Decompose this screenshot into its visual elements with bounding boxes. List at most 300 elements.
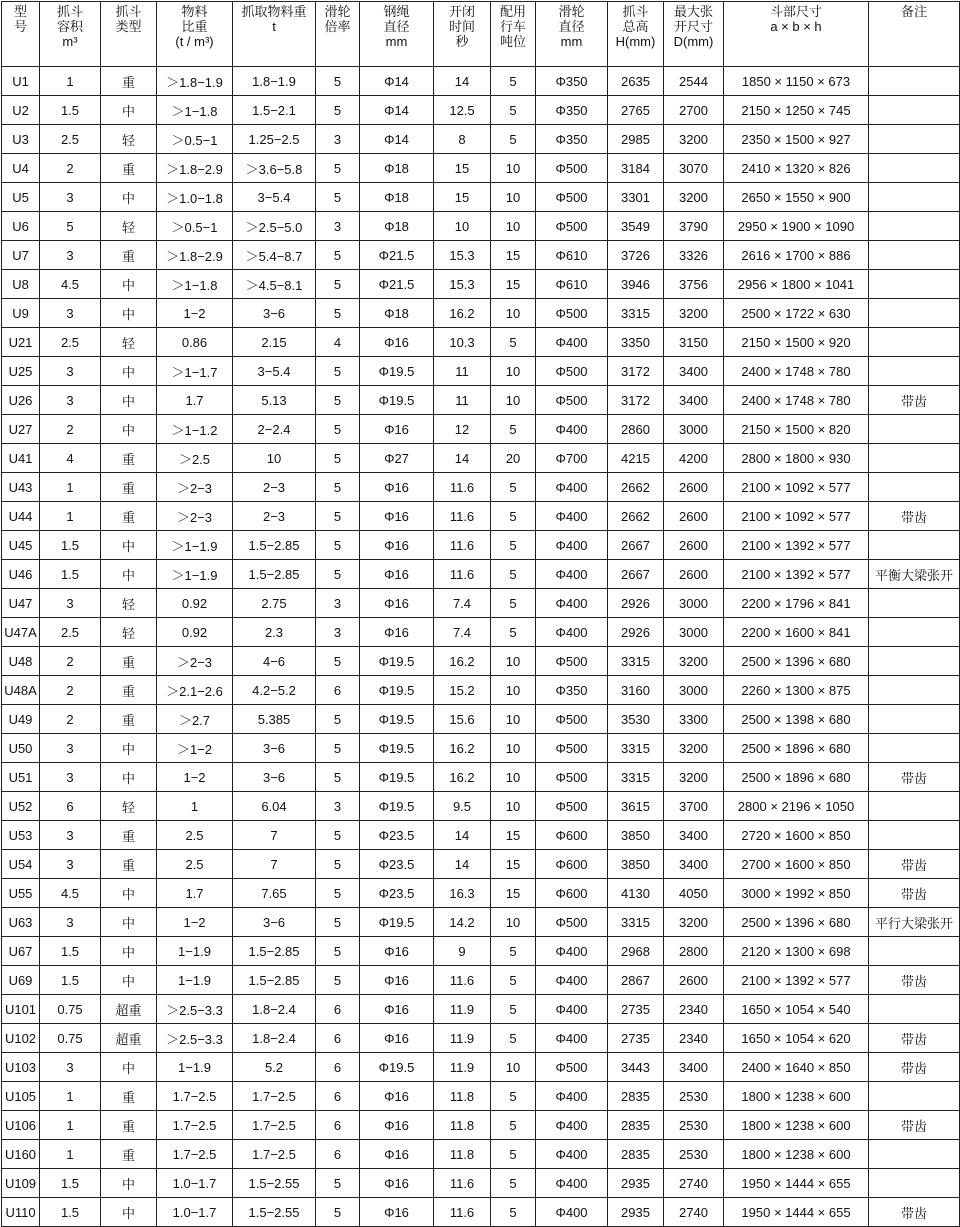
cell-crane-tonnage: 15 [491, 241, 536, 270]
cell-grab-weight: 2.15 [233, 328, 316, 357]
cell-bucket-size: 1850 × 1150 × 673 [724, 67, 869, 96]
cell-bucket-size: 2120 × 1300 × 698 [724, 937, 869, 966]
table-row [2, 473, 960, 502]
cell-bucket-type: 重 [101, 1111, 157, 1140]
table-row [2, 1082, 960, 1111]
cell-max-opening: 2700 [664, 96, 724, 125]
cell-pulley-ratio: 5 [316, 502, 360, 531]
cell-capacity: 1.5 [40, 560, 101, 589]
cell-pulley-diameter: Φ500 [536, 299, 608, 328]
cell-pulley-diameter: Φ500 [536, 647, 608, 676]
cell-bucket-type: 中 [101, 531, 157, 560]
cell-crane-tonnage: 20 [491, 444, 536, 473]
cell-model: U67 [2, 937, 40, 966]
cell-specific-gravity: 1−2 [157, 299, 233, 328]
cell-max-opening: 3326 [664, 241, 724, 270]
cell-pulley-diameter: Φ400 [536, 415, 608, 444]
cell-total-height: 2635 [608, 67, 664, 96]
cell-pulley-ratio: 5 [316, 154, 360, 183]
cell-total-height: 3443 [608, 1053, 664, 1082]
header-specific-gravity [157, 2, 233, 67]
cell-remarks [869, 212, 960, 241]
cell-max-opening: 3200 [664, 734, 724, 763]
cell-grab-weight: 3−6 [233, 763, 316, 792]
cell-capacity: 3 [40, 763, 101, 792]
cell-model: U8 [2, 270, 40, 299]
cell-pulley-ratio: 5 [316, 96, 360, 125]
table-row [2, 734, 960, 763]
header-line: 直径 [383, 19, 410, 34]
cell-crane-tonnage: 10 [491, 299, 536, 328]
table-row [2, 676, 960, 705]
cell-model: U55 [2, 879, 40, 908]
cell-capacity: 4.5 [40, 270, 101, 299]
cell-total-height: 2835 [608, 1140, 664, 1169]
cell-crane-tonnage: 5 [491, 502, 536, 531]
cell-pulley-diameter: Φ400 [536, 966, 608, 995]
cell-total-height: 2667 [608, 560, 664, 589]
cell-crane-tonnage: 10 [491, 734, 536, 763]
cell-pulley-ratio: 5 [316, 473, 360, 502]
cell-remarks [869, 937, 960, 966]
cell-max-opening: 2340 [664, 995, 724, 1024]
cell-crane-tonnage: 5 [491, 1140, 536, 1169]
cell-capacity: 1 [40, 473, 101, 502]
cell-grab-weight: 2.75 [233, 589, 316, 618]
cell-open-close-time: 11.8 [434, 1111, 491, 1140]
table-row [2, 1198, 960, 1227]
cell-crane-tonnage: 10 [491, 357, 536, 386]
cell-capacity: 3 [40, 183, 101, 212]
cell-pulley-ratio: 5 [316, 734, 360, 763]
cell-bucket-size: 3000 × 1992 × 850 [724, 879, 869, 908]
cell-capacity: 2.5 [40, 125, 101, 154]
cell-open-close-time: 14.2 [434, 908, 491, 937]
cell-rope-diameter: Φ16 [360, 937, 434, 966]
cell-total-height: 3726 [608, 241, 664, 270]
header-line: 物料 [181, 4, 208, 19]
cell-grab-weight: 1.5−2.85 [233, 966, 316, 995]
cell-bucket-size: 2100 × 1392 × 577 [724, 531, 869, 560]
cell-crane-tonnage: 10 [491, 763, 536, 792]
cell-specific-gravity: 1−1.9 [157, 937, 233, 966]
cell-grab-weight: 1.5−2.85 [233, 560, 316, 589]
header-line: 斗部尺寸 [769, 4, 822, 19]
cell-rope-diameter: Φ16 [360, 1082, 434, 1111]
cell-specific-gravity: 1−1.9 [157, 966, 233, 995]
cell-bucket-size: 2720 × 1600 × 850 [724, 821, 869, 850]
cell-grab-weight: 1.5−2.1 [233, 96, 316, 125]
table-row [2, 937, 960, 966]
cell-pulley-diameter: Φ400 [536, 1198, 608, 1227]
cell-capacity: 3 [40, 821, 101, 850]
cell-pulley-ratio: 3 [316, 792, 360, 821]
cell-max-opening: 2600 [664, 560, 724, 589]
cell-bucket-size: 2650 × 1550 × 900 [724, 183, 869, 212]
cell-total-height: 2662 [608, 502, 664, 531]
cell-open-close-time: 16.2 [434, 299, 491, 328]
cell-pulley-diameter: Φ400 [536, 937, 608, 966]
header-line: 开闭 [448, 4, 475, 19]
cell-bucket-type: 中 [101, 270, 157, 299]
cell-open-close-time: 11.6 [434, 966, 491, 995]
cell-open-close-time: 11.6 [434, 473, 491, 502]
cell-pulley-ratio: 5 [316, 647, 360, 676]
cell-model: U109 [2, 1169, 40, 1198]
table-row [2, 1024, 960, 1053]
cell-total-height: 2662 [608, 473, 664, 502]
cell-total-height: 2765 [608, 96, 664, 125]
header-line: 开尺寸 [673, 19, 713, 34]
header-total-height [608, 2, 664, 67]
cell-grab-weight: 1.25−2.5 [233, 125, 316, 154]
cell-crane-tonnage: 5 [491, 589, 536, 618]
table-row [2, 647, 960, 676]
cell-specific-gravity: 2.5 [157, 850, 233, 879]
cell-rope-diameter: Φ27 [360, 444, 434, 473]
cell-crane-tonnage: 5 [491, 1082, 536, 1111]
table-row [2, 908, 960, 937]
table-row [2, 705, 960, 734]
cell-crane-tonnage: 5 [491, 618, 536, 647]
grab-bucket-spec-table [1, 1, 960, 1227]
cell-pulley-diameter: Φ350 [536, 96, 608, 125]
table-row [2, 589, 960, 618]
cell-total-height: 3315 [608, 647, 664, 676]
cell-max-opening: 2740 [664, 1169, 724, 1198]
cell-model: U27 [2, 415, 40, 444]
cell-capacity: 3 [40, 386, 101, 415]
cell-bucket-size: 2400 × 1748 × 780 [724, 357, 869, 386]
table-row [2, 821, 960, 850]
cell-bucket-type: 中 [101, 299, 157, 328]
cell-pulley-ratio: 5 [316, 386, 360, 415]
cell-pulley-ratio: 5 [316, 763, 360, 792]
cell-model: U45 [2, 531, 40, 560]
table-row [2, 125, 960, 154]
cell-total-height: 2835 [608, 1082, 664, 1111]
cell-rope-diameter: Φ16 [360, 502, 434, 531]
cell-open-close-time: 15 [434, 154, 491, 183]
cell-open-close-time: 11.6 [434, 1169, 491, 1198]
cell-grab-weight: 3−5.4 [233, 357, 316, 386]
cell-max-opening: 3200 [664, 763, 724, 792]
cell-total-height: 2926 [608, 618, 664, 647]
cell-pulley-ratio: 3 [316, 618, 360, 647]
cell-pulley-ratio: 5 [316, 415, 360, 444]
header-line: 容积 [56, 19, 83, 34]
cell-grab-weight: 4−6 [233, 647, 316, 676]
cell-bucket-size: 1800 × 1238 × 600 [724, 1111, 869, 1140]
cell-model: U46 [2, 560, 40, 589]
cell-remarks [869, 792, 960, 821]
cell-max-opening: 2600 [664, 473, 724, 502]
cell-capacity: 0.75 [40, 1024, 101, 1053]
cell-crane-tonnage: 10 [491, 154, 536, 183]
cell-pulley-diameter: Φ500 [536, 734, 608, 763]
cell-pulley-diameter: Φ600 [536, 850, 608, 879]
cell-rope-diameter: Φ23.5 [360, 879, 434, 908]
cell-remarks [869, 96, 960, 125]
cell-remarks: 带齿 [869, 966, 960, 995]
cell-bucket-size: 2400 × 1748 × 780 [724, 386, 869, 415]
cell-max-opening: 2340 [664, 1024, 724, 1053]
cell-pulley-ratio: 5 [316, 299, 360, 328]
cell-open-close-time: 14 [434, 850, 491, 879]
cell-rope-diameter: Φ18 [360, 299, 434, 328]
cell-bucket-size: 2500 × 1722 × 630 [724, 299, 869, 328]
header-line: mm [560, 34, 583, 49]
cell-max-opening: 2530 [664, 1111, 724, 1140]
cell-pulley-diameter: Φ400 [536, 502, 608, 531]
cell-bucket-type: 轻 [101, 328, 157, 357]
cell-total-height: 2935 [608, 1198, 664, 1227]
cell-open-close-time: 9.5 [434, 792, 491, 821]
table-row [2, 531, 960, 560]
table-row [2, 560, 960, 589]
cell-max-opening: 3700 [664, 792, 724, 821]
cell-grab-weight: 1.5−2.55 [233, 1198, 316, 1227]
header-line: 秒 [455, 34, 469, 49]
cell-total-height: 2935 [608, 1169, 664, 1198]
table-row [2, 618, 960, 647]
cell-capacity: 3 [40, 908, 101, 937]
cell-pulley-diameter: Φ400 [536, 1024, 608, 1053]
cell-specific-gravity: ＞1−1.2 [157, 415, 233, 444]
cell-bucket-type: 中 [101, 415, 157, 444]
cell-open-close-time: 14 [434, 67, 491, 96]
cell-bucket-type: 重 [101, 154, 157, 183]
header-bucket-size [724, 2, 869, 67]
header-line: 抓斗 [622, 4, 649, 19]
cell-model: U4 [2, 154, 40, 183]
cell-rope-diameter: Φ21.5 [360, 270, 434, 299]
cell-pulley-ratio: 5 [316, 270, 360, 299]
cell-model: U103 [2, 1053, 40, 1082]
cell-pulley-diameter: Φ400 [536, 473, 608, 502]
cell-rope-diameter: Φ19.5 [360, 792, 434, 821]
cell-capacity: 1.5 [40, 937, 101, 966]
cell-bucket-type: 中 [101, 763, 157, 792]
cell-grab-weight: 4.2−5.2 [233, 676, 316, 705]
cell-capacity: 3 [40, 589, 101, 618]
cell-specific-gravity: ＞2.5−3.3 [157, 1024, 233, 1053]
cell-bucket-type: 中 [101, 357, 157, 386]
cell-remarks: 带齿 [869, 1111, 960, 1140]
cell-bucket-type: 重 [101, 67, 157, 96]
cell-specific-gravity: 1−2 [157, 763, 233, 792]
cell-grab-weight: 3−5.4 [233, 183, 316, 212]
cell-rope-diameter: Φ23.5 [360, 821, 434, 850]
cell-model: U52 [2, 792, 40, 821]
cell-pulley-diameter: Φ400 [536, 328, 608, 357]
header-capacity [40, 2, 101, 67]
cell-pulley-diameter: Φ600 [536, 821, 608, 850]
header-line: 滑轮 [558, 4, 585, 19]
cell-pulley-ratio: 5 [316, 241, 360, 270]
cell-model: U21 [2, 328, 40, 357]
cell-model: U5 [2, 183, 40, 212]
cell-total-height: 2968 [608, 937, 664, 966]
cell-bucket-type: 重 [101, 705, 157, 734]
cell-bucket-size: 2700 × 1600 × 850 [724, 850, 869, 879]
cell-grab-weight: 10 [233, 444, 316, 473]
cell-bucket-size: 2260 × 1300 × 875 [724, 676, 869, 705]
cell-bucket-size: 2100 × 1092 × 577 [724, 473, 869, 502]
cell-bucket-size: 1950 × 1444 × 655 [724, 1198, 869, 1227]
cell-crane-tonnage: 10 [491, 705, 536, 734]
cell-rope-diameter: Φ19.5 [360, 908, 434, 937]
cell-pulley-ratio: 4 [316, 328, 360, 357]
cell-specific-gravity: 1.7 [157, 879, 233, 908]
cell-model: U54 [2, 850, 40, 879]
cell-model: U6 [2, 212, 40, 241]
cell-open-close-time: 11.8 [434, 1140, 491, 1169]
cell-pulley-ratio: 5 [316, 531, 360, 560]
header-bucket-type [101, 2, 157, 67]
cell-open-close-time: 12 [434, 415, 491, 444]
cell-remarks: 带齿 [869, 850, 960, 879]
table-body [2, 67, 960, 1227]
table-row [2, 1111, 960, 1140]
header-line: 行车 [499, 19, 526, 34]
cell-pulley-diameter: Φ400 [536, 560, 608, 589]
cell-remarks [869, 67, 960, 96]
cell-crane-tonnage: 5 [491, 415, 536, 444]
cell-bucket-type: 中 [101, 1053, 157, 1082]
cell-crane-tonnage: 5 [491, 328, 536, 357]
cell-bucket-type: 重 [101, 850, 157, 879]
cell-rope-diameter: Φ19.5 [360, 647, 434, 676]
table-row [2, 415, 960, 444]
cell-max-opening: 2800 [664, 937, 724, 966]
cell-total-height: 3172 [608, 357, 664, 386]
cell-grab-weight: 2−3 [233, 473, 316, 502]
table-row [2, 1169, 960, 1198]
cell-model: U41 [2, 444, 40, 473]
cell-bucket-type: 中 [101, 937, 157, 966]
cell-rope-diameter: Φ19.5 [360, 734, 434, 763]
cell-total-height: 3350 [608, 328, 664, 357]
table-row [2, 299, 960, 328]
table-row [2, 763, 960, 792]
cell-crane-tonnage: 5 [491, 1169, 536, 1198]
cell-model: U1 [2, 67, 40, 96]
cell-max-opening: 3000 [664, 676, 724, 705]
cell-rope-diameter: Φ14 [360, 96, 434, 125]
header-row [2, 2, 960, 67]
cell-rope-diameter: Φ19.5 [360, 763, 434, 792]
header-line: 滑轮 [324, 4, 351, 19]
cell-bucket-size: 2200 × 1796 × 841 [724, 589, 869, 618]
cell-capacity: 3 [40, 1053, 101, 1082]
cell-crane-tonnage: 10 [491, 1053, 536, 1082]
header-rope-diameter [360, 2, 434, 67]
cell-crane-tonnage: 10 [491, 792, 536, 821]
cell-open-close-time: 15.3 [434, 241, 491, 270]
cell-pulley-diameter: Φ350 [536, 67, 608, 96]
cell-total-height: 3946 [608, 270, 664, 299]
cell-pulley-diameter: Φ400 [536, 531, 608, 560]
cell-bucket-size: 2500 × 1896 × 680 [724, 734, 869, 763]
cell-pulley-ratio: 5 [316, 937, 360, 966]
cell-remarks [869, 734, 960, 763]
cell-pulley-diameter: Φ600 [536, 879, 608, 908]
cell-bucket-type: 中 [101, 1198, 157, 1227]
cell-open-close-time: 12.5 [434, 96, 491, 125]
cell-specific-gravity: 1.7−2.5 [157, 1082, 233, 1111]
header-line: (t / m³) [175, 34, 214, 49]
cell-rope-diameter: Φ14 [360, 67, 434, 96]
header-max-opening [664, 2, 724, 67]
header-line: 吨位 [499, 34, 526, 49]
cell-bucket-size: 2500 × 1398 × 680 [724, 705, 869, 734]
cell-rope-diameter: Φ19.5 [360, 676, 434, 705]
cell-capacity: 2 [40, 705, 101, 734]
header-line: t [272, 19, 276, 34]
cell-pulley-ratio: 6 [316, 1082, 360, 1111]
cell-pulley-ratio: 5 [316, 1198, 360, 1227]
cell-total-height: 3315 [608, 299, 664, 328]
cell-max-opening: 3200 [664, 908, 724, 937]
cell-capacity: 4.5 [40, 879, 101, 908]
cell-bucket-type: 重 [101, 647, 157, 676]
cell-pulley-diameter: Φ500 [536, 908, 608, 937]
cell-grab-weight: 1.8−2.4 [233, 995, 316, 1024]
cell-crane-tonnage: 5 [491, 937, 536, 966]
cell-specific-gravity: 0.92 [157, 618, 233, 647]
cell-pulley-ratio: 5 [316, 1169, 360, 1198]
cell-specific-gravity: ＞1.8−2.9 [157, 241, 233, 270]
cell-model: U69 [2, 966, 40, 995]
cell-max-opening: 3200 [664, 647, 724, 676]
cell-pulley-ratio: 3 [316, 589, 360, 618]
cell-remarks [869, 154, 960, 183]
cell-rope-diameter: Φ19.5 [360, 357, 434, 386]
cell-bucket-size: 2950 × 1900 × 1090 [724, 212, 869, 241]
cell-bucket-size: 2350 × 1500 × 927 [724, 125, 869, 154]
cell-grab-weight: 1.7−2.5 [233, 1111, 316, 1140]
table-row [2, 241, 960, 270]
cell-specific-gravity: ＞2−3 [157, 473, 233, 502]
cell-capacity: 2 [40, 154, 101, 183]
cell-bucket-type: 中 [101, 183, 157, 212]
cell-bucket-type: 轻 [101, 125, 157, 154]
cell-specific-gravity: ＞2.7 [157, 705, 233, 734]
cell-total-height: 2835 [608, 1111, 664, 1140]
cell-rope-diameter: Φ19.5 [360, 386, 434, 415]
cell-crane-tonnage: 10 [491, 676, 536, 705]
cell-grab-weight: 1.5−2.85 [233, 937, 316, 966]
table-row [2, 850, 960, 879]
cell-crane-tonnage: 5 [491, 1198, 536, 1227]
cell-bucket-size: 2150 × 1500 × 820 [724, 415, 869, 444]
cell-total-height: 3615 [608, 792, 664, 821]
cell-bucket-size: 1650 × 1054 × 540 [724, 995, 869, 1024]
cell-specific-gravity: ＞1−1.9 [157, 560, 233, 589]
cell-pulley-diameter: Φ400 [536, 1169, 608, 1198]
cell-bucket-size: 1800 × 1238 × 600 [724, 1082, 869, 1111]
cell-remarks [869, 183, 960, 212]
cell-rope-diameter: Φ14 [360, 125, 434, 154]
header-line: 配用 [499, 4, 526, 19]
cell-total-height: 3315 [608, 763, 664, 792]
cell-open-close-time: 14 [434, 444, 491, 473]
cell-bucket-type: 轻 [101, 792, 157, 821]
cell-bucket-type: 重 [101, 1082, 157, 1111]
cell-pulley-diameter: Φ500 [536, 154, 608, 183]
cell-model: U50 [2, 734, 40, 763]
